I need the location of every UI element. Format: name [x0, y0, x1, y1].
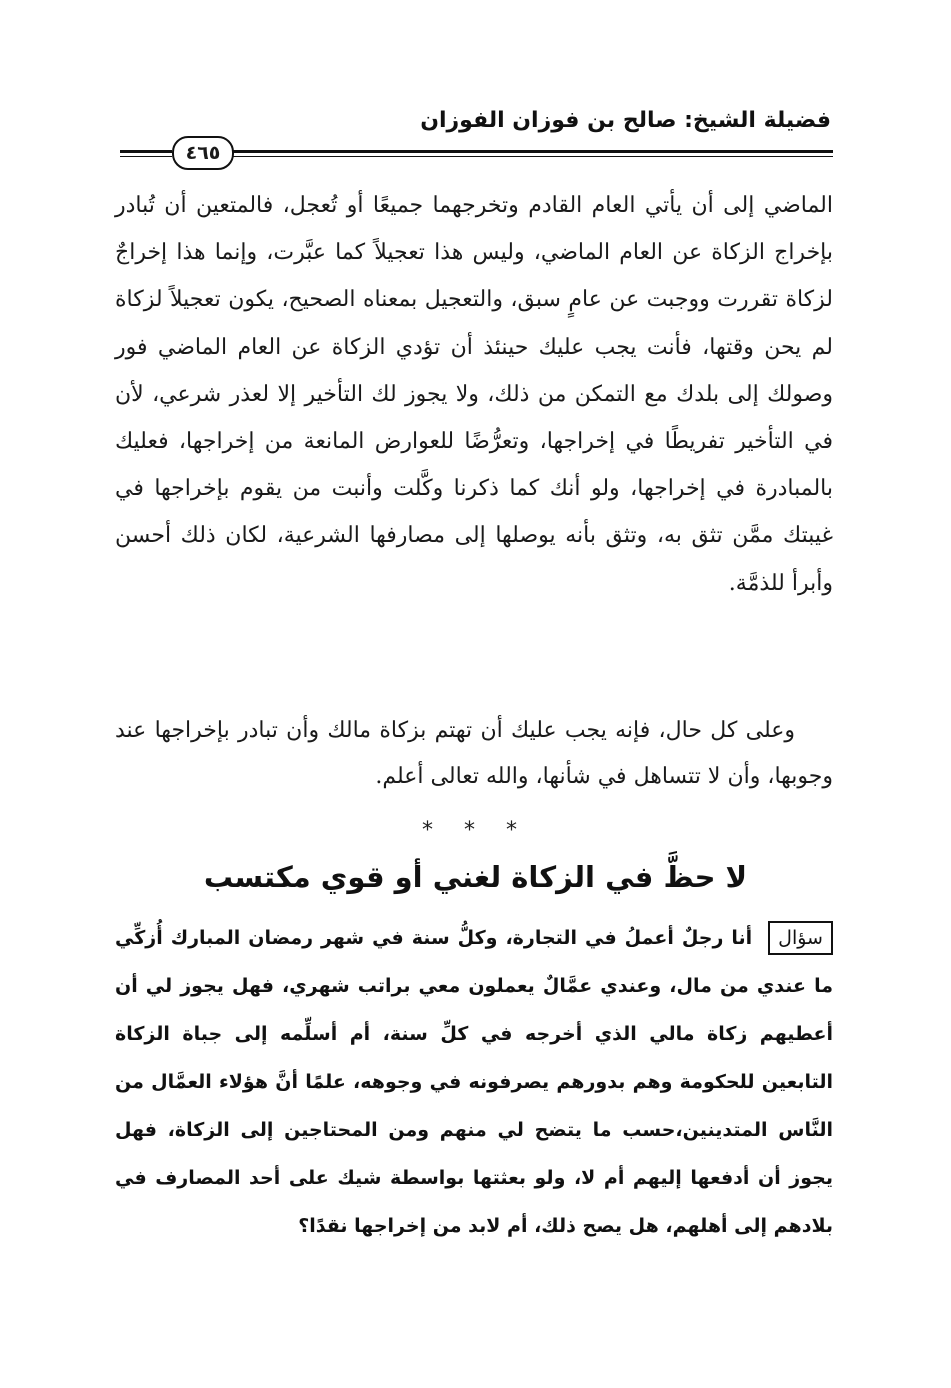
body-paragraph-1 — [115, 182, 833, 607]
page-number: ٤٦٥ — [172, 136, 234, 170]
body-paragraph-2 — [115, 708, 833, 800]
running-title: فضيلة الشيخ: صالح بن فوزان الفوزان — [420, 108, 831, 133]
question-text: أنا رجلٌ أعملُ في التجارة، وكلُّ سنة في شهر رمضان المبارك أُزكِّي ما عندي من مال، وعندي عمَّالٌ يعملون معي براتب شهري، فهل يجوز لي أن أعطيهم زكاة مالي الذي أخرجه في كلِّ سنة، أم أسلِّمه إلى جباة الزكاة التابعين للحكومة وهم بدورهم يصرفونه في وجوهه، علمًا أنَّ هؤلاء العمَّال من النَّاس المتدينين،حسب ما يتضح لي منهم ومن المحتاجين إلى الزكاة، فهل يجوز أن أدفعها إليهم أم لا، ولو بعثتها بواسطة شيك على أحد المصارف في بلادهم إلى أهلهم، هل يصح ذلك، أم لابد من إخراجها نقدًا؟ — [115, 927, 833, 1237]
question-label: سؤال — [768, 921, 833, 955]
question-block — [115, 914, 833, 1250]
header-rule — [232, 150, 833, 153]
section-separator: * * * — [422, 818, 529, 843]
header-rule-short — [120, 150, 172, 153]
paragraph-text: وعلى كل حال، فإنه يجب عليك أن تهتم بزكاة مالك وأن تبادر بإخراجها عند وجوبها، وأن لا تتساهل في شأنها، والله تعالى أعلم. — [115, 718, 833, 789]
section-title: لا حظَّ في الزكاة لغني أو قوي مكتسب — [203, 860, 748, 894]
paragraph-text: الماضي إلى أن يأتي العام القادم وتخرجهما جميعًا أو تُعجل، فالمتعين أن تُبادر بإخراج الزكاة عن العام الماضي، وليس هذا تعجيلاً كما عبَّرت، وإنما هذا إخراجٌ لزكاة تقررت ووجبت عن عامٍ سبق، والتعجيل بمعناه الصحيح، يكون تعجيلاً لزكاة لم يحن وقتها، فأنت يجب عليك حينئذ أن تؤدي الزكاة عن العام الماضي فور وصولك إلى بلدك مع التمكن من ذلك، ولا يجوز لك التأخير إلا لعذر شرعي، لأن في التأخير تفريطًا في إخراجها، وتعرُّضًا للعوارض المانعة من إخراجها، فعليك بالمبادرة في إخراجها، ولو أنك كما ذكرنا وكَّلت وأنبت من يقوم بإخراجها في غيبتك ممَّن تثق به، وتثق بأنه يوصلها إلى مصارفها الشرعية، لكان ذلك أحسن وأبرأ للذمَّة. — [115, 193, 833, 596]
